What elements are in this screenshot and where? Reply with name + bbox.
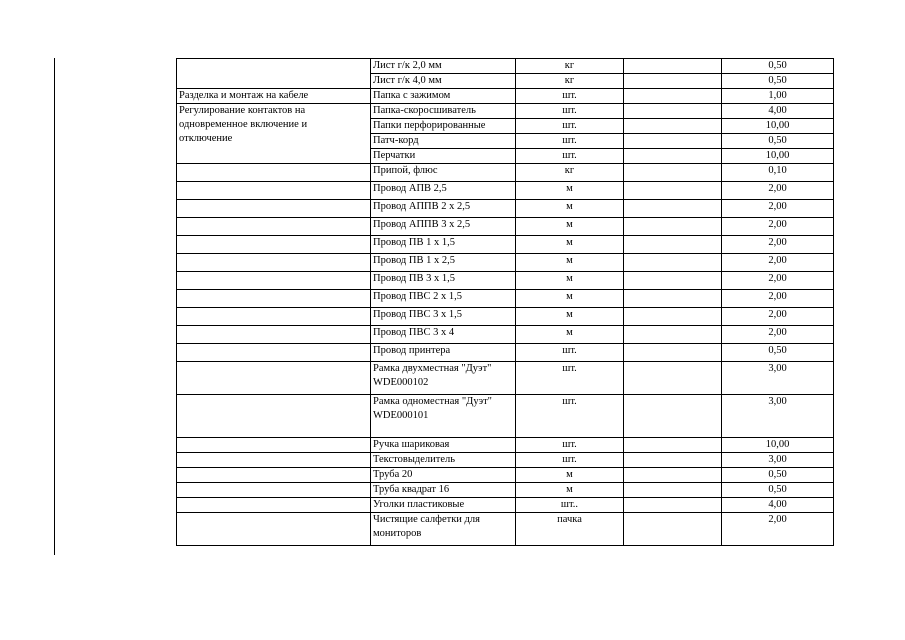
material-cell: Провод АППВ 2 х 2,5 [371, 200, 516, 218]
work-text: Регулирование контактов на [179, 105, 306, 116]
unit-cell: м [516, 272, 624, 290]
qty-cell: 0,50 [722, 74, 834, 89]
table-row [177, 164, 834, 182]
empty-cell [624, 254, 722, 272]
unit-cell: м [516, 468, 624, 483]
qty-cell: 4,00 [722, 498, 834, 513]
empty-cell [624, 453, 722, 468]
empty-cell [624, 104, 722, 119]
work-cell [177, 104, 371, 164]
work-cell [177, 290, 371, 308]
qty-cell: 1,00 [722, 89, 834, 104]
work-cell [177, 182, 371, 200]
work-text: Разделка и монтаж на кабеле [179, 90, 309, 101]
unit-cell: м [516, 200, 624, 218]
empty-cell [624, 236, 722, 254]
material-cell: Чистящие салфетки для мониторов [371, 513, 516, 546]
materials-table [176, 58, 834, 546]
unit-cell: кг [516, 74, 624, 89]
empty-cell [624, 513, 722, 546]
work-cell [177, 498, 371, 513]
material-cell: Текстовыделитель [371, 453, 516, 468]
work-text: отключение [179, 133, 233, 144]
unit-cell: м [516, 290, 624, 308]
unit-cell: шт. [516, 134, 624, 149]
unit-cell: шт. [516, 395, 624, 438]
empty-cell [624, 483, 722, 498]
empty-cell [624, 149, 722, 164]
unit-cell: м [516, 236, 624, 254]
unit-cell: шт. [516, 89, 624, 104]
qty-cell: 0,50 [722, 468, 834, 483]
empty-cell [624, 164, 722, 182]
material-cell: Папки перфорированные [371, 119, 516, 134]
unit-cell: шт. [516, 344, 624, 362]
qty-cell: 3,00 [722, 395, 834, 438]
empty-cell [624, 308, 722, 326]
table-row [177, 59, 834, 74]
work-cell [177, 395, 371, 438]
empty-cell [624, 182, 722, 200]
material-cell: Провод принтера [371, 344, 516, 362]
empty-cell [624, 89, 722, 104]
work-cell [177, 326, 371, 344]
unit-cell: пачка [516, 513, 624, 546]
material-cell: Лист г/к 4,0 мм [371, 74, 516, 89]
qty-cell: 0,10 [722, 164, 834, 182]
unit-cell: шт. [516, 453, 624, 468]
table-row [177, 272, 834, 290]
material-cell: Провод АПВ 2,5 [371, 182, 516, 200]
empty-cell [624, 344, 722, 362]
qty-cell: 2,00 [722, 200, 834, 218]
material-cell: Провод ПВС 3 х 4 [371, 326, 516, 344]
qty-cell: 2,00 [722, 182, 834, 200]
qty-cell: 3,00 [722, 362, 834, 395]
work-text: одновременное включение и [179, 119, 308, 130]
margin-line [54, 58, 55, 555]
material-cell: Провод АППВ 3 х 2,5 [371, 218, 516, 236]
empty-cell [624, 119, 722, 134]
table-row [177, 290, 834, 308]
table-row [177, 438, 834, 453]
table-row [177, 326, 834, 344]
unit-cell: м [516, 254, 624, 272]
qty-cell: 0,50 [722, 483, 834, 498]
empty-cell [624, 218, 722, 236]
table-row [177, 513, 834, 546]
material-cell: Провод ПВС 3 х 1,5 [371, 308, 516, 326]
empty-cell [624, 74, 722, 89]
work-cell [177, 254, 371, 272]
table-row [177, 498, 834, 513]
material-cell: Ручка шариковая [371, 438, 516, 453]
work-cell [177, 164, 371, 182]
qty-cell: 0,50 [722, 344, 834, 362]
material-cell: Провод ПВ 3 х 1,5 [371, 272, 516, 290]
unit-cell: шт. [516, 104, 624, 119]
table-row [177, 308, 834, 326]
unit-cell: шт. [516, 149, 624, 164]
empty-cell [624, 200, 722, 218]
work-cell [177, 200, 371, 218]
material-cell: Уголки пластиковые [371, 498, 516, 513]
unit-cell: шт.. [516, 498, 624, 513]
unit-cell: м [516, 308, 624, 326]
work-cell [177, 344, 371, 362]
empty-cell [624, 362, 722, 395]
table-row [177, 395, 834, 438]
empty-cell [624, 290, 722, 308]
qty-cell: 2,00 [722, 326, 834, 344]
empty-cell [624, 326, 722, 344]
material-cell: Патч-корд [371, 134, 516, 149]
qty-cell: 2,00 [722, 290, 834, 308]
work-cell [177, 308, 371, 326]
unit-cell: шт. [516, 119, 624, 134]
qty-cell: 10,00 [722, 119, 834, 134]
work-cell [177, 272, 371, 290]
qty-cell: 0,50 [722, 134, 834, 149]
table-row [177, 453, 834, 468]
unit-cell: шт. [516, 362, 624, 395]
table-row [177, 254, 834, 272]
empty-cell [624, 438, 722, 453]
work-cell [177, 236, 371, 254]
qty-cell: 2,00 [722, 308, 834, 326]
table-row [177, 468, 834, 483]
unit-cell: м [516, 483, 624, 498]
work-cell [177, 438, 371, 453]
qty-cell: 2,00 [722, 254, 834, 272]
table-row [177, 89, 834, 104]
table-row [177, 218, 834, 236]
work-cell [177, 89, 371, 104]
material-cell: Лист г/к 2,0 мм [371, 59, 516, 74]
empty-cell [624, 272, 722, 290]
table-row [177, 236, 834, 254]
empty-cell [624, 498, 722, 513]
work-cell [177, 218, 371, 236]
qty-cell: 10,00 [722, 438, 834, 453]
work-cell [177, 453, 371, 468]
unit-cell: м [516, 326, 624, 344]
qty-cell: 3,00 [722, 453, 834, 468]
qty-cell: 2,00 [722, 218, 834, 236]
unit-cell: шт. [516, 438, 624, 453]
empty-cell [624, 468, 722, 483]
qty-cell: 2,00 [722, 236, 834, 254]
table-row [177, 200, 834, 218]
qty-cell: 2,00 [722, 513, 834, 546]
table-row [177, 182, 834, 200]
table-row [177, 362, 834, 395]
unit-cell: кг [516, 59, 624, 74]
unit-cell: м [516, 182, 624, 200]
material-cell: Припой, флюс [371, 164, 516, 182]
material-cell: Рамка одноместная "Дуэт" WDE000101 [371, 395, 516, 438]
material-cell: Труба 20 [371, 468, 516, 483]
work-cell [177, 513, 371, 546]
unit-cell: кг [516, 164, 624, 182]
material-cell: Труба квадрат 16 [371, 483, 516, 498]
work-cell [177, 468, 371, 483]
material-cell: Папка-скоросшиватель [371, 104, 516, 119]
material-cell: Провод ПВС 2 х 1,5 [371, 290, 516, 308]
material-cell: Провод ПВ 1 х 1,5 [371, 236, 516, 254]
qty-cell: 10,00 [722, 149, 834, 164]
material-cell: Перчатки [371, 149, 516, 164]
empty-cell [624, 134, 722, 149]
qty-cell: 4,00 [722, 104, 834, 119]
table-row [177, 344, 834, 362]
table-row [177, 483, 834, 498]
material-cell: Папка с зажимом [371, 89, 516, 104]
work-cell [177, 59, 371, 89]
unit-cell: м [516, 218, 624, 236]
empty-cell [624, 395, 722, 438]
qty-cell: 0,50 [722, 59, 834, 74]
material-cell: Рамка двухместная "Дуэт" WDE000102 [371, 362, 516, 395]
work-cell [177, 483, 371, 498]
empty-cell [624, 59, 722, 74]
material-cell: Провод ПВ 1 х 2,5 [371, 254, 516, 272]
work-cell [177, 362, 371, 395]
table-row [177, 104, 834, 119]
qty-cell: 2,00 [722, 272, 834, 290]
